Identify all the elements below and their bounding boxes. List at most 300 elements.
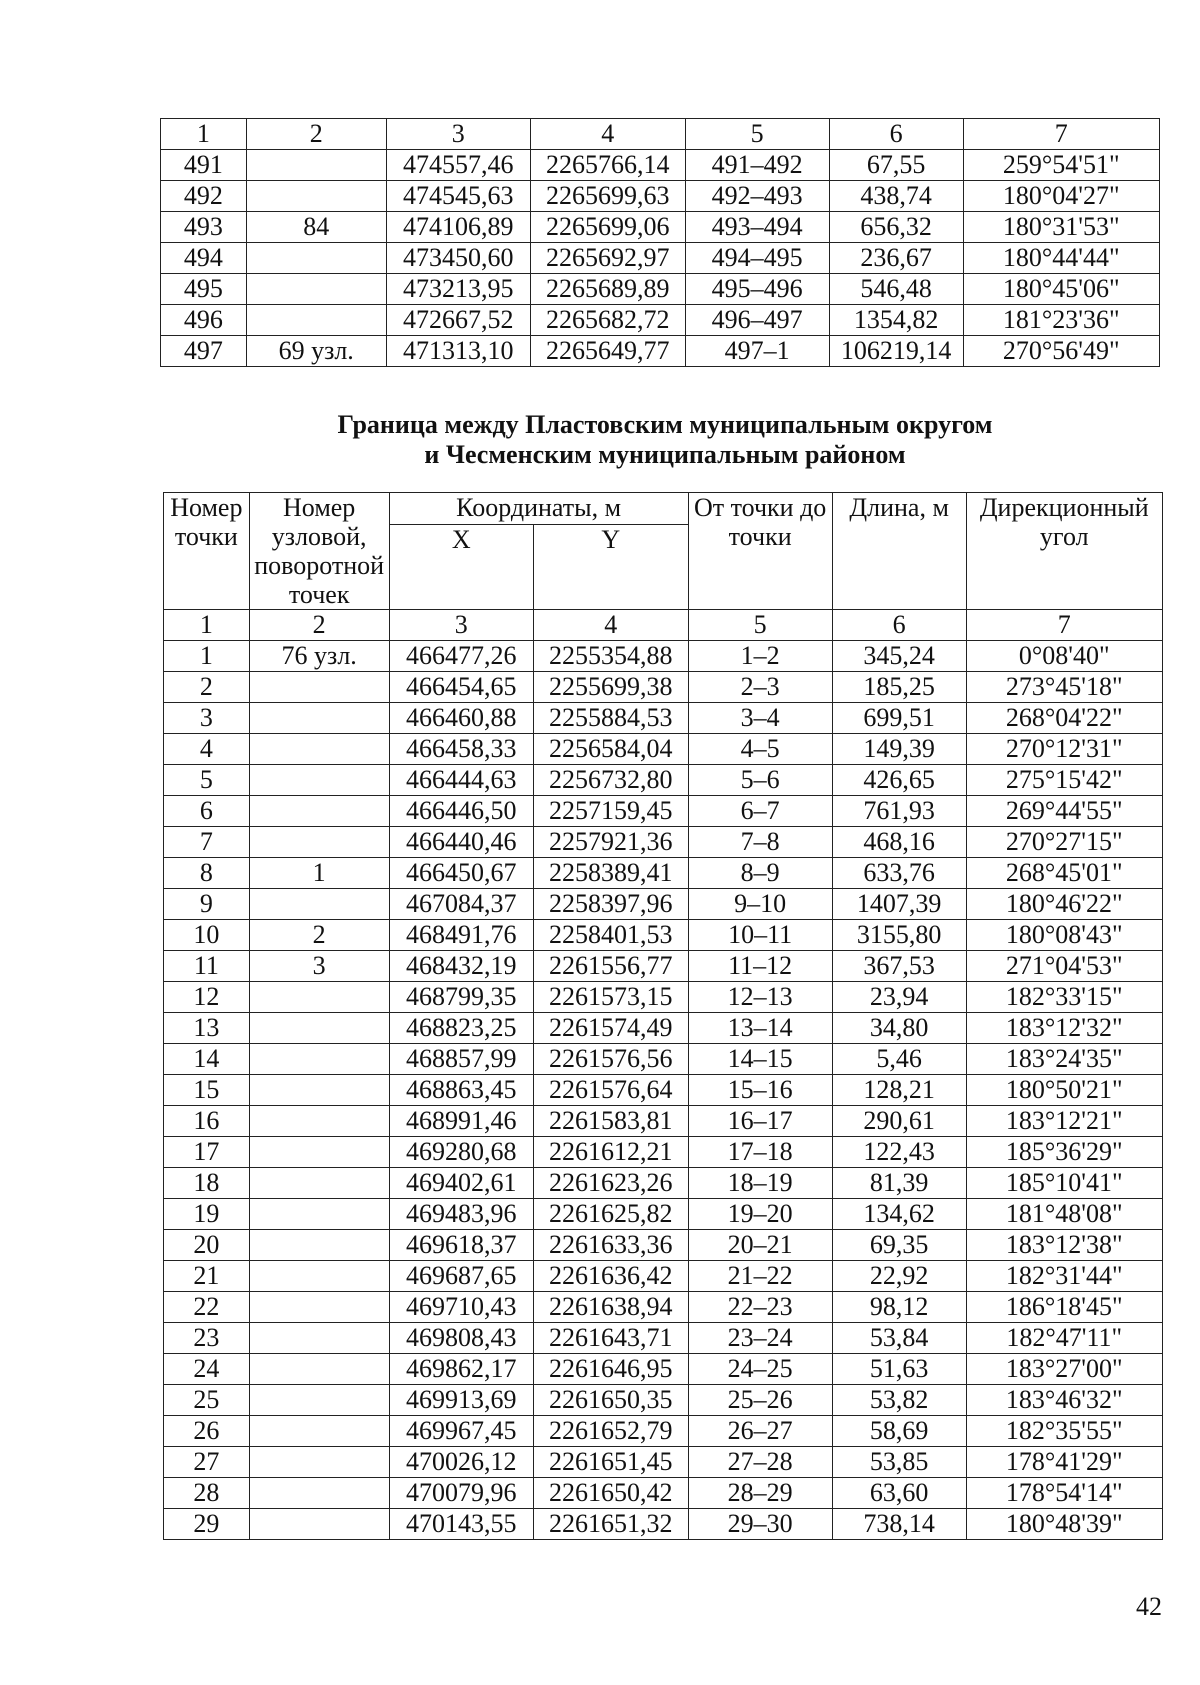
table-cell: 469967,45 <box>389 1416 533 1447</box>
table-cell: 468432,19 <box>389 951 533 982</box>
table-cell: 5 <box>164 765 250 796</box>
table-cell: 470143,55 <box>389 1509 533 1540</box>
table-cell: 4 <box>164 734 250 765</box>
table-cell: 345,24 <box>832 641 966 672</box>
table-cell <box>246 150 386 181</box>
table-cell: 1 <box>164 641 250 672</box>
table-cell: 2255354,88 <box>533 641 688 672</box>
table-cell: 468491,76 <box>389 920 533 951</box>
table-cell: 20–21 <box>688 1230 832 1261</box>
table-cell: 468991,46 <box>389 1106 533 1137</box>
table-cell: 22,92 <box>832 1261 966 1292</box>
table-cell <box>249 1292 389 1323</box>
table-row <box>164 703 1163 734</box>
table-cell: 492 <box>161 181 247 212</box>
table-cell: 22 <box>164 1292 250 1323</box>
table-cell: 180°08'43" <box>966 920 1163 951</box>
table-cell: 468863,45 <box>389 1075 533 1106</box>
table-cell: 495 <box>161 274 247 305</box>
header-length: Длина, м <box>832 493 966 610</box>
table-cell: 17 <box>164 1137 250 1168</box>
table-cell: 468823,25 <box>389 1013 533 1044</box>
header-from-to: От точки до точки <box>688 493 832 610</box>
table-cell: 271°04'53" <box>966 951 1163 982</box>
boundary-coordinates-table <box>163 492 1163 1540</box>
column-number-cell: 1 <box>161 119 247 150</box>
table-cell: 76 узл. <box>249 641 389 672</box>
table-cell: 546,48 <box>829 274 963 305</box>
table-cell: 8–9 <box>688 858 832 889</box>
table-cell: 16–17 <box>688 1106 832 1137</box>
table-cell <box>249 1168 389 1199</box>
table-cell: 81,39 <box>832 1168 966 1199</box>
table-cell: 98,12 <box>832 1292 966 1323</box>
table-cell: 178°54'14" <box>966 1478 1163 1509</box>
table-cell: 183°12'38" <box>966 1230 1163 1261</box>
table-row <box>161 181 1160 212</box>
column-number-row <box>164 610 1163 641</box>
table-cell: 633,76 <box>832 858 966 889</box>
table-cell: 2258397,96 <box>533 889 688 920</box>
table-cell: 2261625,82 <box>533 1199 688 1230</box>
table-cell: 11 <box>164 951 250 982</box>
table-cell: 18–19 <box>688 1168 832 1199</box>
heading-line-2: и Чесменским муниципальным районом <box>424 440 906 469</box>
table-row <box>164 1075 1163 1106</box>
table-cell: 469618,37 <box>389 1230 533 1261</box>
table-cell: 2261583,81 <box>533 1106 688 1137</box>
table-cell: 1 <box>249 858 389 889</box>
table-cell: 472667,52 <box>386 305 530 336</box>
table-cell: 738,14 <box>832 1509 966 1540</box>
table-cell: 23,94 <box>832 982 966 1013</box>
table-cell: 469483,96 <box>389 1199 533 1230</box>
table-cell: 183°12'32" <box>966 1013 1163 1044</box>
table2-body <box>164 610 1163 1540</box>
table-row <box>164 1261 1163 1292</box>
table-cell: 2265682,72 <box>530 305 685 336</box>
table-cell <box>249 1106 389 1137</box>
table-cell: 6–7 <box>688 796 832 827</box>
table-cell: 466450,67 <box>389 858 533 889</box>
table-cell: 9 <box>164 889 250 920</box>
table-cell: 474106,89 <box>386 212 530 243</box>
table-row <box>161 305 1160 336</box>
header-point-number: Номер точки <box>164 493 250 610</box>
table-cell: 236,67 <box>829 243 963 274</box>
table-cell: 3 <box>164 703 250 734</box>
table-cell: 29 <box>164 1509 250 1540</box>
table-cell: 23 <box>164 1323 250 1354</box>
table-cell: 53,82 <box>832 1385 966 1416</box>
table-cell: 2261638,94 <box>533 1292 688 1323</box>
table-cell: 1–2 <box>688 641 832 672</box>
table-cell: 24–25 <box>688 1354 832 1385</box>
table-cell: 259°54'51" <box>963 150 1159 181</box>
table-cell: 182°47'11" <box>966 1323 1163 1354</box>
table-cell: 28 <box>164 1478 250 1509</box>
table-cell: 2261623,26 <box>533 1168 688 1199</box>
table-cell: 2261646,95 <box>533 1354 688 1385</box>
table-cell: 2265766,14 <box>530 150 685 181</box>
table-row <box>164 858 1163 889</box>
table-cell: 58,69 <box>832 1416 966 1447</box>
table-cell: 469808,43 <box>389 1323 533 1354</box>
table-cell: 10–11 <box>688 920 832 951</box>
table-cell: 496 <box>161 305 247 336</box>
table-cell: 27 <box>164 1447 250 1478</box>
table2-header <box>164 493 1163 610</box>
table-cell: 497 <box>161 336 247 367</box>
table-cell: 106219,14 <box>829 336 963 367</box>
column-number-row <box>161 119 1160 150</box>
table-cell: 182°33'15" <box>966 982 1163 1013</box>
table-cell: 69 узл. <box>246 336 386 367</box>
table-cell: 2265649,77 <box>530 336 685 367</box>
table-cell: 466440,46 <box>389 827 533 858</box>
table-cell: 2258401,53 <box>533 920 688 951</box>
table-cell: 2261576,56 <box>533 1044 688 1075</box>
table-cell: 1407,39 <box>832 889 966 920</box>
table-cell <box>249 889 389 920</box>
table-cell: 180°46'22" <box>966 889 1163 920</box>
table-cell: 2261650,35 <box>533 1385 688 1416</box>
table-cell: 2261651,45 <box>533 1447 688 1478</box>
table-cell: 182°31'44" <box>966 1261 1163 1292</box>
table-cell: 473450,60 <box>386 243 530 274</box>
table-row <box>161 274 1160 305</box>
table-cell: 471313,10 <box>386 336 530 367</box>
table-cell: 468799,35 <box>389 982 533 1013</box>
table-row <box>164 1013 1163 1044</box>
table-cell: 25–26 <box>688 1385 832 1416</box>
table-row <box>164 1292 1163 1323</box>
table-cell: 270°27'15" <box>966 827 1163 858</box>
table-cell: 492–493 <box>685 181 829 212</box>
table-cell: 3155,80 <box>832 920 966 951</box>
table-row <box>164 1137 1163 1168</box>
table-cell: 134,62 <box>832 1199 966 1230</box>
table-row <box>164 1199 1163 1230</box>
table-cell <box>249 1385 389 1416</box>
table-cell: 466458,33 <box>389 734 533 765</box>
table-row <box>161 336 1160 367</box>
table-cell: 14 <box>164 1044 250 1075</box>
table-row <box>161 150 1160 181</box>
table-row <box>164 734 1163 765</box>
table-cell <box>249 1137 389 1168</box>
table-cell: 2257159,45 <box>533 796 688 827</box>
table-cell: 469710,43 <box>389 1292 533 1323</box>
table-cell: 14–15 <box>688 1044 832 1075</box>
table-cell: 67,55 <box>829 150 963 181</box>
table-cell <box>246 305 386 336</box>
table-row <box>161 212 1160 243</box>
table-cell: 469280,68 <box>389 1137 533 1168</box>
table-cell: 180°48'39" <box>966 1509 1163 1540</box>
table-row <box>164 827 1163 858</box>
table-row <box>164 1044 1163 1075</box>
table-cell: 494 <box>161 243 247 274</box>
table-cell: 181°23'36" <box>963 305 1159 336</box>
column-number-cell: 5 <box>688 610 832 641</box>
table-cell <box>249 765 389 796</box>
table-row <box>164 1416 1163 1447</box>
heading-line-1: Граница между Пластовским муниципальным округом <box>337 410 993 439</box>
header-coordinates: Координаты, м <box>389 493 688 525</box>
table-cell: 268°45'01" <box>966 858 1163 889</box>
table-cell: 2261576,64 <box>533 1075 688 1106</box>
table-cell: 25 <box>164 1385 250 1416</box>
table-cell: 16 <box>164 1106 250 1137</box>
table-cell: 470026,12 <box>389 1447 533 1478</box>
table-cell: 180°45'06" <box>963 274 1159 305</box>
table-cell: 181°48'08" <box>966 1199 1163 1230</box>
table-cell: 469402,61 <box>389 1168 533 1199</box>
table-cell: 493–494 <box>685 212 829 243</box>
table-cell: 63,60 <box>832 1478 966 1509</box>
table-row <box>164 951 1163 982</box>
table-cell <box>249 1075 389 1106</box>
column-number-cell: 3 <box>389 610 533 641</box>
table-row <box>164 1509 1163 1540</box>
table-cell: 2255699,38 <box>533 672 688 703</box>
table-row <box>164 672 1163 703</box>
table-cell: 275°15'42" <box>966 765 1163 796</box>
table-row <box>164 1106 1163 1137</box>
table-cell: 22–23 <box>688 1292 832 1323</box>
table-cell: 2261650,42 <box>533 1478 688 1509</box>
table-cell: 494–495 <box>685 243 829 274</box>
table-row <box>164 920 1163 951</box>
table-cell: 270°56'49" <box>963 336 1159 367</box>
coordinates-table-continuation <box>160 118 1160 367</box>
table-cell: 21–22 <box>688 1261 832 1292</box>
table-cell: 438,74 <box>829 181 963 212</box>
table-row <box>164 1354 1163 1385</box>
table-cell: 53,84 <box>832 1323 966 1354</box>
table-cell: 466446,50 <box>389 796 533 827</box>
page-number: 42 <box>1136 1592 1162 1621</box>
table-cell <box>249 1416 389 1447</box>
table-cell <box>249 1261 389 1292</box>
table-cell: 2256732,80 <box>533 765 688 796</box>
table-cell: 19–20 <box>688 1199 832 1230</box>
table-cell: 269°44'55" <box>966 796 1163 827</box>
table-cell <box>246 274 386 305</box>
table-cell: 467084,37 <box>389 889 533 920</box>
table-cell: 15–16 <box>688 1075 832 1106</box>
table-row <box>164 1168 1163 1199</box>
table-cell: 6 <box>164 796 250 827</box>
table-cell: 2261633,36 <box>533 1230 688 1261</box>
table-cell: 466477,26 <box>389 641 533 672</box>
table-cell: 20 <box>164 1230 250 1261</box>
column-number-cell: 7 <box>966 610 1163 641</box>
table-cell: 2261574,49 <box>533 1013 688 1044</box>
table-cell: 474545,63 <box>386 181 530 212</box>
column-number-cell: 6 <box>832 610 966 641</box>
table-row <box>164 982 1163 1013</box>
table-row <box>164 765 1163 796</box>
table-cell: 182°35'55" <box>966 1416 1163 1447</box>
table-cell: 468,16 <box>832 827 966 858</box>
table-cell: 2257921,36 <box>533 827 688 858</box>
table-cell: 2261651,32 <box>533 1509 688 1540</box>
table-cell: 2 <box>249 920 389 951</box>
table-cell: 466444,63 <box>389 765 533 796</box>
table-cell: 149,39 <box>832 734 966 765</box>
table-cell: 491–492 <box>685 150 829 181</box>
table-cell: 2265692,97 <box>530 243 685 274</box>
table-cell <box>249 796 389 827</box>
table-cell: 273°45'18" <box>966 672 1163 703</box>
table-cell: 19 <box>164 1199 250 1230</box>
table-cell: 473213,95 <box>386 274 530 305</box>
table-cell: 185°10'41" <box>966 1168 1163 1199</box>
table-cell <box>246 181 386 212</box>
header-direction-angle: Дирекционный угол <box>966 493 1163 610</box>
table-cell: 761,93 <box>832 796 966 827</box>
table-cell: 5–6 <box>688 765 832 796</box>
table-cell: 367,53 <box>832 951 966 982</box>
table-cell <box>249 982 389 1013</box>
table-cell <box>249 1447 389 1478</box>
table-row <box>164 796 1163 827</box>
table-cell: 180°04'27" <box>963 181 1159 212</box>
table-cell <box>246 243 386 274</box>
header-y: Y <box>533 525 688 610</box>
table-cell <box>249 703 389 734</box>
table-cell: 2258389,41 <box>533 858 688 889</box>
column-number-cell: 4 <box>533 610 688 641</box>
table-row <box>164 641 1163 672</box>
table-cell <box>249 672 389 703</box>
table-row <box>164 1323 1163 1354</box>
table-cell: 185,25 <box>832 672 966 703</box>
table-cell: 469862,17 <box>389 1354 533 1385</box>
table-cell: 1354,82 <box>829 305 963 336</box>
table-row <box>164 1447 1163 1478</box>
table-cell: 27–28 <box>688 1447 832 1478</box>
table-cell: 53,85 <box>832 1447 966 1478</box>
table-cell: 183°12'21" <box>966 1106 1163 1137</box>
table-cell: 2261652,79 <box>533 1416 688 1447</box>
table-cell: 2261636,42 <box>533 1261 688 1292</box>
table-cell: 469913,69 <box>389 1385 533 1416</box>
column-number-cell: 6 <box>829 119 963 150</box>
table-cell <box>249 1013 389 1044</box>
table-cell: 2265689,89 <box>530 274 685 305</box>
table-cell: 185°36'29" <box>966 1137 1163 1168</box>
table-cell: 2 <box>164 672 250 703</box>
table-cell: 183°27'00" <box>966 1354 1163 1385</box>
table-cell <box>249 734 389 765</box>
table-cell: 13 <box>164 1013 250 1044</box>
table-row <box>164 1478 1163 1509</box>
table-cell: 2265699,06 <box>530 212 685 243</box>
section-heading <box>0 410 1200 470</box>
table-cell: 468857,99 <box>389 1044 533 1075</box>
table-cell: 474557,46 <box>386 150 530 181</box>
table-cell: 13–14 <box>688 1013 832 1044</box>
table-cell: 128,21 <box>832 1075 966 1106</box>
table-cell: 493 <box>161 212 247 243</box>
table-cell: 29–30 <box>688 1509 832 1540</box>
table-cell: 466454,65 <box>389 672 533 703</box>
table-cell: 34,80 <box>832 1013 966 1044</box>
table-cell: 699,51 <box>832 703 966 734</box>
table-cell: 122,43 <box>832 1137 966 1168</box>
table-cell: 180°50'21" <box>966 1075 1163 1106</box>
table-cell: 23–24 <box>688 1323 832 1354</box>
table-cell: 470079,96 <box>389 1478 533 1509</box>
column-number-cell: 2 <box>246 119 386 150</box>
table-cell <box>249 827 389 858</box>
table-cell <box>249 1199 389 1230</box>
table-cell: 180°31'53" <box>963 212 1159 243</box>
header-x: X <box>389 525 533 610</box>
table-cell: 7–8 <box>688 827 832 858</box>
table-cell: 4–5 <box>688 734 832 765</box>
table-cell: 51,63 <box>832 1354 966 1385</box>
table-cell: 497–1 <box>685 336 829 367</box>
table-cell: 491 <box>161 150 247 181</box>
column-number-cell: 7 <box>963 119 1159 150</box>
header-node-number: Номер узловой, поворотной точек <box>249 493 389 610</box>
table-cell: 17–18 <box>688 1137 832 1168</box>
table-cell: 466460,88 <box>389 703 533 734</box>
table-cell: 268°04'22" <box>966 703 1163 734</box>
table-cell: 426,65 <box>832 765 966 796</box>
table-row <box>161 243 1160 274</box>
table-cell: 7 <box>164 827 250 858</box>
table-cell: 15 <box>164 1075 250 1106</box>
table-cell: 0°08'40" <box>966 641 1163 672</box>
table-cell: 28–29 <box>688 1478 832 1509</box>
table-cell: 8 <box>164 858 250 889</box>
table-cell: 656,32 <box>829 212 963 243</box>
table-cell: 496–497 <box>685 305 829 336</box>
table-cell: 469687,65 <box>389 1261 533 1292</box>
table-cell <box>249 1478 389 1509</box>
table-cell <box>249 1323 389 1354</box>
table-cell <box>249 1230 389 1261</box>
table-cell: 290,61 <box>832 1106 966 1137</box>
table-cell: 183°24'35" <box>966 1044 1163 1075</box>
column-number-cell: 2 <box>249 610 389 641</box>
table-cell: 5,46 <box>832 1044 966 1075</box>
table-cell: 10 <box>164 920 250 951</box>
table-cell: 26 <box>164 1416 250 1447</box>
table-cell: 178°41'29" <box>966 1447 1163 1478</box>
table-cell: 69,35 <box>832 1230 966 1261</box>
table-cell <box>249 1509 389 1540</box>
table-cell: 3 <box>249 951 389 982</box>
table-cell: 12–13 <box>688 982 832 1013</box>
table-cell: 2255884,53 <box>533 703 688 734</box>
table-cell: 12 <box>164 982 250 1013</box>
table-cell: 18 <box>164 1168 250 1199</box>
column-number-cell: 1 <box>164 610 250 641</box>
column-number-cell: 5 <box>685 119 829 150</box>
table-cell <box>249 1354 389 1385</box>
table-cell: 495–496 <box>685 274 829 305</box>
table-cell: 3–4 <box>688 703 832 734</box>
table-cell: 183°46'32" <box>966 1385 1163 1416</box>
table-cell: 2265699,63 <box>530 181 685 212</box>
table1-body <box>161 119 1160 367</box>
